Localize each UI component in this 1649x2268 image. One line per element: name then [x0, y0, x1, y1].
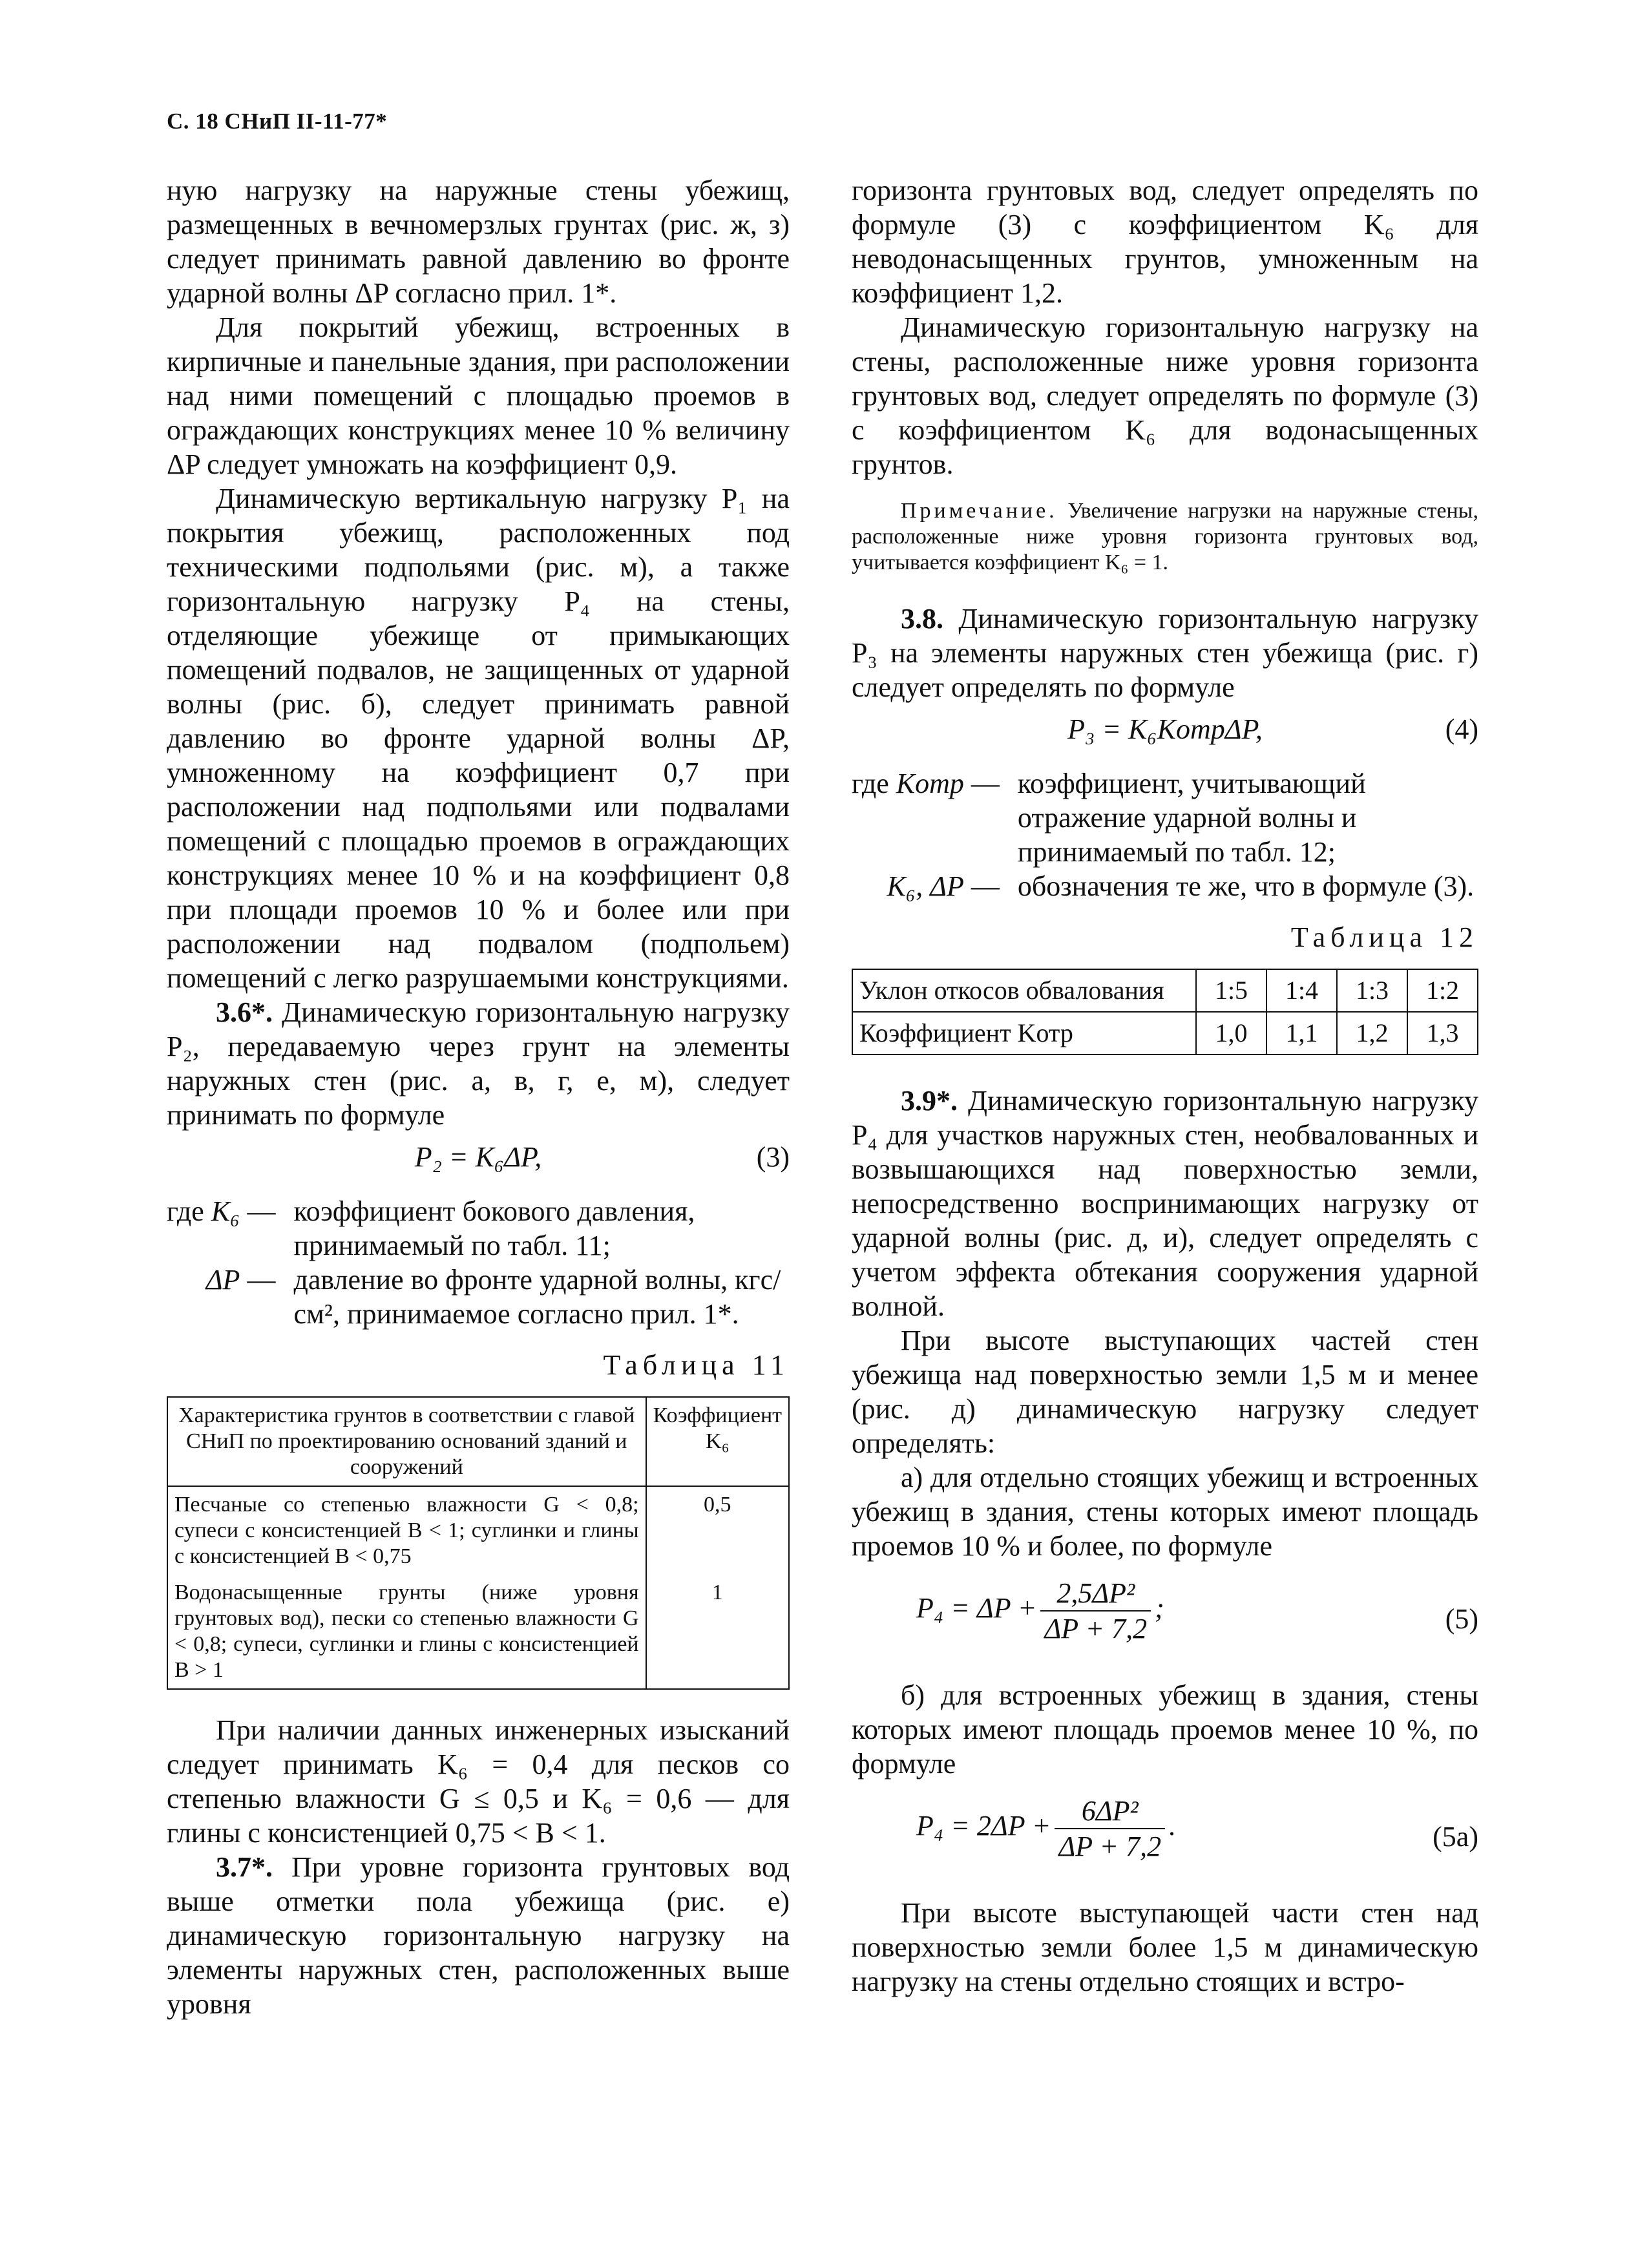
- left-column: [167, 173, 790, 2021]
- note-lead: Примечание.: [901, 499, 1058, 523]
- def-text: коэффициент бокового давления, принимаемый по табл. 11;: [293, 1195, 695, 1261]
- table-cell: 1,0: [1196, 1012, 1266, 1055]
- def-lead: где Kотр —: [852, 768, 1000, 799]
- clause-number: 3.7*.: [216, 1851, 273, 1883]
- fraction-numerator: 6ΔP²: [1055, 1794, 1165, 1829]
- paragraph: а) для отдельно стоящих убежищ и встроенных убежищ в здания, стены которых имеют площадь проемов 10 % и более, по формуле: [852, 1462, 1478, 1562]
- table-row: [852, 969, 1478, 1012]
- table-header: Характеристика грунтов в соответствии с главой СНиП по проектированию оснований зданий и сооружений: [167, 1397, 646, 1486]
- def-text: давление во фронте ударной волны, кгс/см², принимаемое согласно прил. 1*.: [293, 1264, 781, 1330]
- clause-number: 3.9*.: [901, 1085, 958, 1117]
- paragraph-3-8: [852, 602, 1478, 704]
- paragraph: Динамическую горизонтальную нагрузку на стены, расположенные ниже уровня горизонта грунтовых вод, следует определять по формуле (3) с коэффициентом K₆ для водонасыщенных грунтов.: [852, 311, 1478, 480]
- fraction-denominator: ΔP + 7,2: [1058, 1831, 1162, 1862]
- formula-number: (5а): [1433, 1821, 1478, 1853]
- paragraph: ную нагрузку на наружные стены убежищ, размещенных в вечномерзлых грунтах (рис. ж, з) следует принимать равной давлению во фронте ударной волны ΔP согласно прил. 1*.: [167, 174, 790, 309]
- formula-number: (5): [1445, 1603, 1478, 1635]
- def-symbol: ΔP: [205, 1264, 240, 1296]
- fraction-numerator: 2,5ΔP²: [1040, 1576, 1151, 1612]
- clause-text: Динамическую горизонтальную нагрузку P₄ для участков наружных стен, необвалованных и возвышающихся над поверхностью земли, непосредственно воспринимающих нагрузку от ударной волны (рис. д, и), следует определять с учетом эффекта обтекания сооружения ударной волной.: [852, 1085, 1478, 1322]
- formula-5a: [852, 1794, 1478, 1878]
- formula-5: [852, 1576, 1478, 1660]
- table-row: [167, 1486, 789, 1575]
- table-row: [852, 1012, 1478, 1055]
- right-column: [852, 173, 1478, 1999]
- table-11-caption: Таблица 11: [603, 1349, 790, 1381]
- paragraph: б) для встроенных убежищ в здания, стены которых имеют площадь проемов менее 10 %, по формуле: [852, 1679, 1478, 1780]
- formula-expression: P₄ = ΔP + $\frac{\text{2,5ΔP²}}{\Delta P + 7,2}$ ;: [916, 1577, 1164, 1644]
- table-cell: 1:5: [1196, 969, 1266, 1012]
- formula-expression: P₃ = K₆KотрΔP,: [1067, 713, 1263, 745]
- formula-4: [852, 712, 1478, 755]
- def-lead: где K₆ —: [167, 1195, 276, 1227]
- table-12: [852, 969, 1478, 1055]
- paragraph: Динамическую вертикальную нагрузку P₁ на покрытия убежищ, расположенных под техническими подпольями (рис. м), а также горизонтальную нагрузку P₄ на стены, отделяющие убежище от примыкающих помещений подвалов, не защищенных от ударной волны (рис. б), следует принимать равной давлению во фронте ударной волны ΔP, умноженному на коэффициент 0,7 при расположении над подпольями или подвалами помещений с площадью проемов в ограждающих конструкциях менее 10 % и на коэффициент 0,8 при площади проемов 10 % и более или при расположении над подвалом (подпольем) помещений с легко разрушаемыми конструкциями.: [167, 483, 790, 994]
- fraction-denominator: ΔP + 7,2: [1044, 1613, 1148, 1644]
- definitions: [167, 1194, 790, 1331]
- table-row: [167, 1575, 789, 1689]
- clause-text: Динамическую горизонтальную нагрузку P₃ на элементы наружных стен убежища (рис. г) следует определять по формуле: [852, 603, 1479, 703]
- table-12-caption: Таблица 12: [1290, 921, 1478, 953]
- def-lead: ΔP —: [205, 1264, 276, 1296]
- table-cell: Коэффициент Kотр: [852, 1012, 1196, 1055]
- table-cell: Песчаные со степенью влажности G < 0,8; супеси с консистенцией B < 1; суглинки и глины с консистенцией B < 0,75: [167, 1486, 646, 1575]
- table-cell: Уклон откосов обвалования: [852, 969, 1196, 1012]
- def-lead: K₆, ΔP —: [887, 870, 1000, 902]
- formula-expression: P₄ = 2ΔP + $\frac{\text{6ΔP²}}{\Delta P + 7,2}$ .: [916, 1795, 1177, 1862]
- def-symbol: K₆: [211, 1195, 240, 1227]
- clause-text: Динамическую горизонтальную нагрузку P₂, передаваемую через грунт на элементы наружных стен (рис. а, в, г, е, м), следует принимать по формуле: [167, 996, 790, 1131]
- clause-text: При уровне горизонта грунтовых вод выше отметки пола убежища (рис. е) динамическую горизонтальную нагрузку на элементы наружных стен, расположенных выше уровня: [167, 1851, 790, 2020]
- paragraph: горизонта грунтовых вод, следует определять по формуле (3) с коэффициентом K₆ для неводонасыщенных грунтов, умноженным на коэффициент 1,2.: [852, 174, 1478, 309]
- table-cell: 1:3: [1337, 969, 1407, 1012]
- paragraph-3-7: [167, 1850, 790, 2021]
- definitions: [852, 766, 1478, 903]
- paragraph: При высоте выступающих частей стен убежища над поверхностью земли 1,5 м и менее (рис. д) динамическую нагрузку следует определять:: [852, 1325, 1478, 1459]
- note: [852, 498, 1478, 576]
- formula-number: (4): [1445, 713, 1478, 745]
- page-header: С. 18 СНиП II-11-77*: [167, 109, 388, 134]
- clause-number: 3.6*.: [216, 996, 273, 1028]
- def-text: коэффициент, учитывающий отражение ударной волны и принимаемый по табл. 12;: [1017, 768, 1366, 868]
- table-cell: 1,1: [1266, 1012, 1337, 1055]
- def-symbol: Kотр: [896, 768, 964, 799]
- note-text: Увеличение нагрузки на наружные стены, расположенные ниже уровня горизонта грунтовых вод, учитывается коэффициент K₆ = 1.: [852, 499, 1478, 574]
- table-cell: Водонасыщенные грунты (ниже уровня грунтовых вод), пески со степенью влажности G < 0,8; супеси, суглинки и глины с консистенцией B > 1: [167, 1575, 646, 1689]
- formula-3: [167, 1140, 790, 1182]
- paragraph: При наличии данных инженерных изысканий следует принимать K₆ = 0,4 для песков со степенью влажности G ≤ 0,5 и K₆ = 0,6 — для глины с консистенцией 0,75 < B < 1.: [167, 1714, 790, 1849]
- formula-number: (3): [756, 1141, 790, 1173]
- paragraph-3-6: [167, 995, 790, 1132]
- table-11: [167, 1396, 790, 1690]
- clause-number: 3.8.: [901, 603, 943, 635]
- table-cell: 1,3: [1407, 1012, 1478, 1055]
- table-cell: 1,2: [1337, 1012, 1407, 1055]
- table-header: Коэффициент K₆: [646, 1397, 789, 1486]
- table-cell: 0,5: [646, 1486, 789, 1575]
- def-text: обозначения те же, что в формуле (3).: [1017, 870, 1475, 902]
- def-symbol: K₆, ΔP: [887, 870, 964, 902]
- table-cell: 1: [646, 1575, 789, 1689]
- table-cell: 1:2: [1407, 969, 1478, 1012]
- paragraph-3-9: [852, 1084, 1478, 1323]
- paragraph: При высоте выступающей части стен над поверхностью земли более 1,5 м динамическую нагрузку на стены отдельно стоящих и встро-: [852, 1897, 1478, 1997]
- table-cell: 1:4: [1266, 969, 1337, 1012]
- paragraph: Для покрытий убежищ, встроенных в кирпичные и панельные здания, при расположении над ними помещений с площадью проемов в ограждающих конструкциях менее 10 % величину ΔP следует умножать на коэффициент 0,9.: [167, 311, 790, 480]
- formula-expression: P₂ = K₆ΔP,: [414, 1141, 542, 1173]
